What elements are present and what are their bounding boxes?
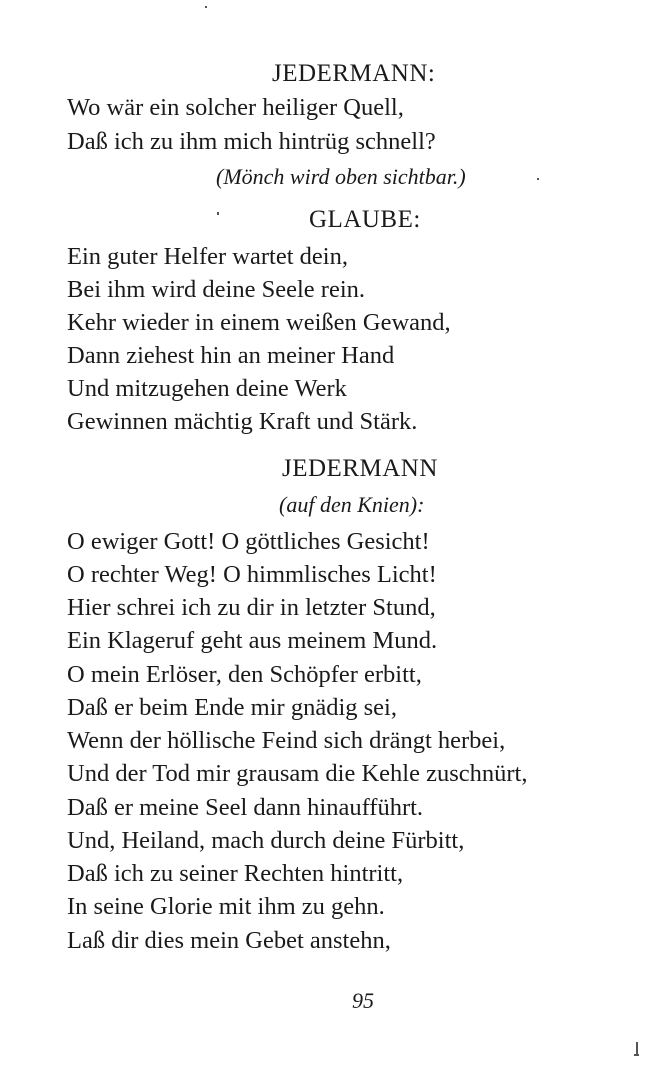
verse-line: O ewiger Gott! O göttliches Gesicht! [67,528,430,555]
verse-line: Gewinnen mächtig Kraft und Stärk. [67,408,418,435]
page-number: 95 [352,988,374,1013]
verse-line: Daß er meine Seel dann hinaufführt. [67,794,424,821]
stage-direction: (auf den Knien): [279,492,425,517]
verse-line: Bei ihm wird deine Seele rein. [67,276,365,303]
speaker-heading: JEDERMANN: [272,60,436,87]
verse-line: Und der Tod mir grausam die Kehle zuschnürt, [67,760,528,787]
verse-line: Kehr wieder in einem weißen Gewand, [67,309,451,336]
verse-line: Dann ziehest hin an meiner Hand [67,342,395,369]
verse-line: Ein guter Helfer wartet dein, [67,243,348,270]
speaker-heading: GLAUBE: [309,206,421,233]
verse-line: O rechter Weg! O himmlisches Licht! [67,561,437,588]
speaker-heading: JEDERMANN [282,455,438,482]
scan-speck [634,1054,639,1056]
verse-line: Daß ich zu seiner Rechten hintritt, [67,860,404,887]
verse-line: Und mitzugehen deine Werk [67,375,347,402]
verse-line: Hier schrei ich zu dir in letzter Stund, [67,594,436,621]
scan-speck [636,1042,638,1054]
verse-line: Wenn der höllische Feind sich drängt herbei, [67,727,506,754]
verse-line: Und, Heiland, mach durch deine Fürbitt, [67,827,465,854]
verse-line: Daß er beim Ende mir gnädig sei, [67,694,397,721]
verse-line: Ein Klageruf geht aus meinem Mund. [67,627,438,654]
verse-line: O mein Erlöser, den Schöpfer erbitt, [67,661,422,688]
verse-line: Wo wär ein solcher heiliger Quell, [67,94,404,121]
verse-line: In seine Glorie mit ihm zu gehn. [67,893,385,920]
scan-speck [217,212,219,215]
stage-direction: (Mönch wird oben sichtbar.) [216,164,466,189]
scan-speck [205,6,207,8]
scan-speck [537,178,539,180]
verse-line: Laß dir dies mein Gebet anstehn, [67,927,391,954]
verse-line: Daß ich zu ihm mich hintrüg schnell? [67,128,436,155]
